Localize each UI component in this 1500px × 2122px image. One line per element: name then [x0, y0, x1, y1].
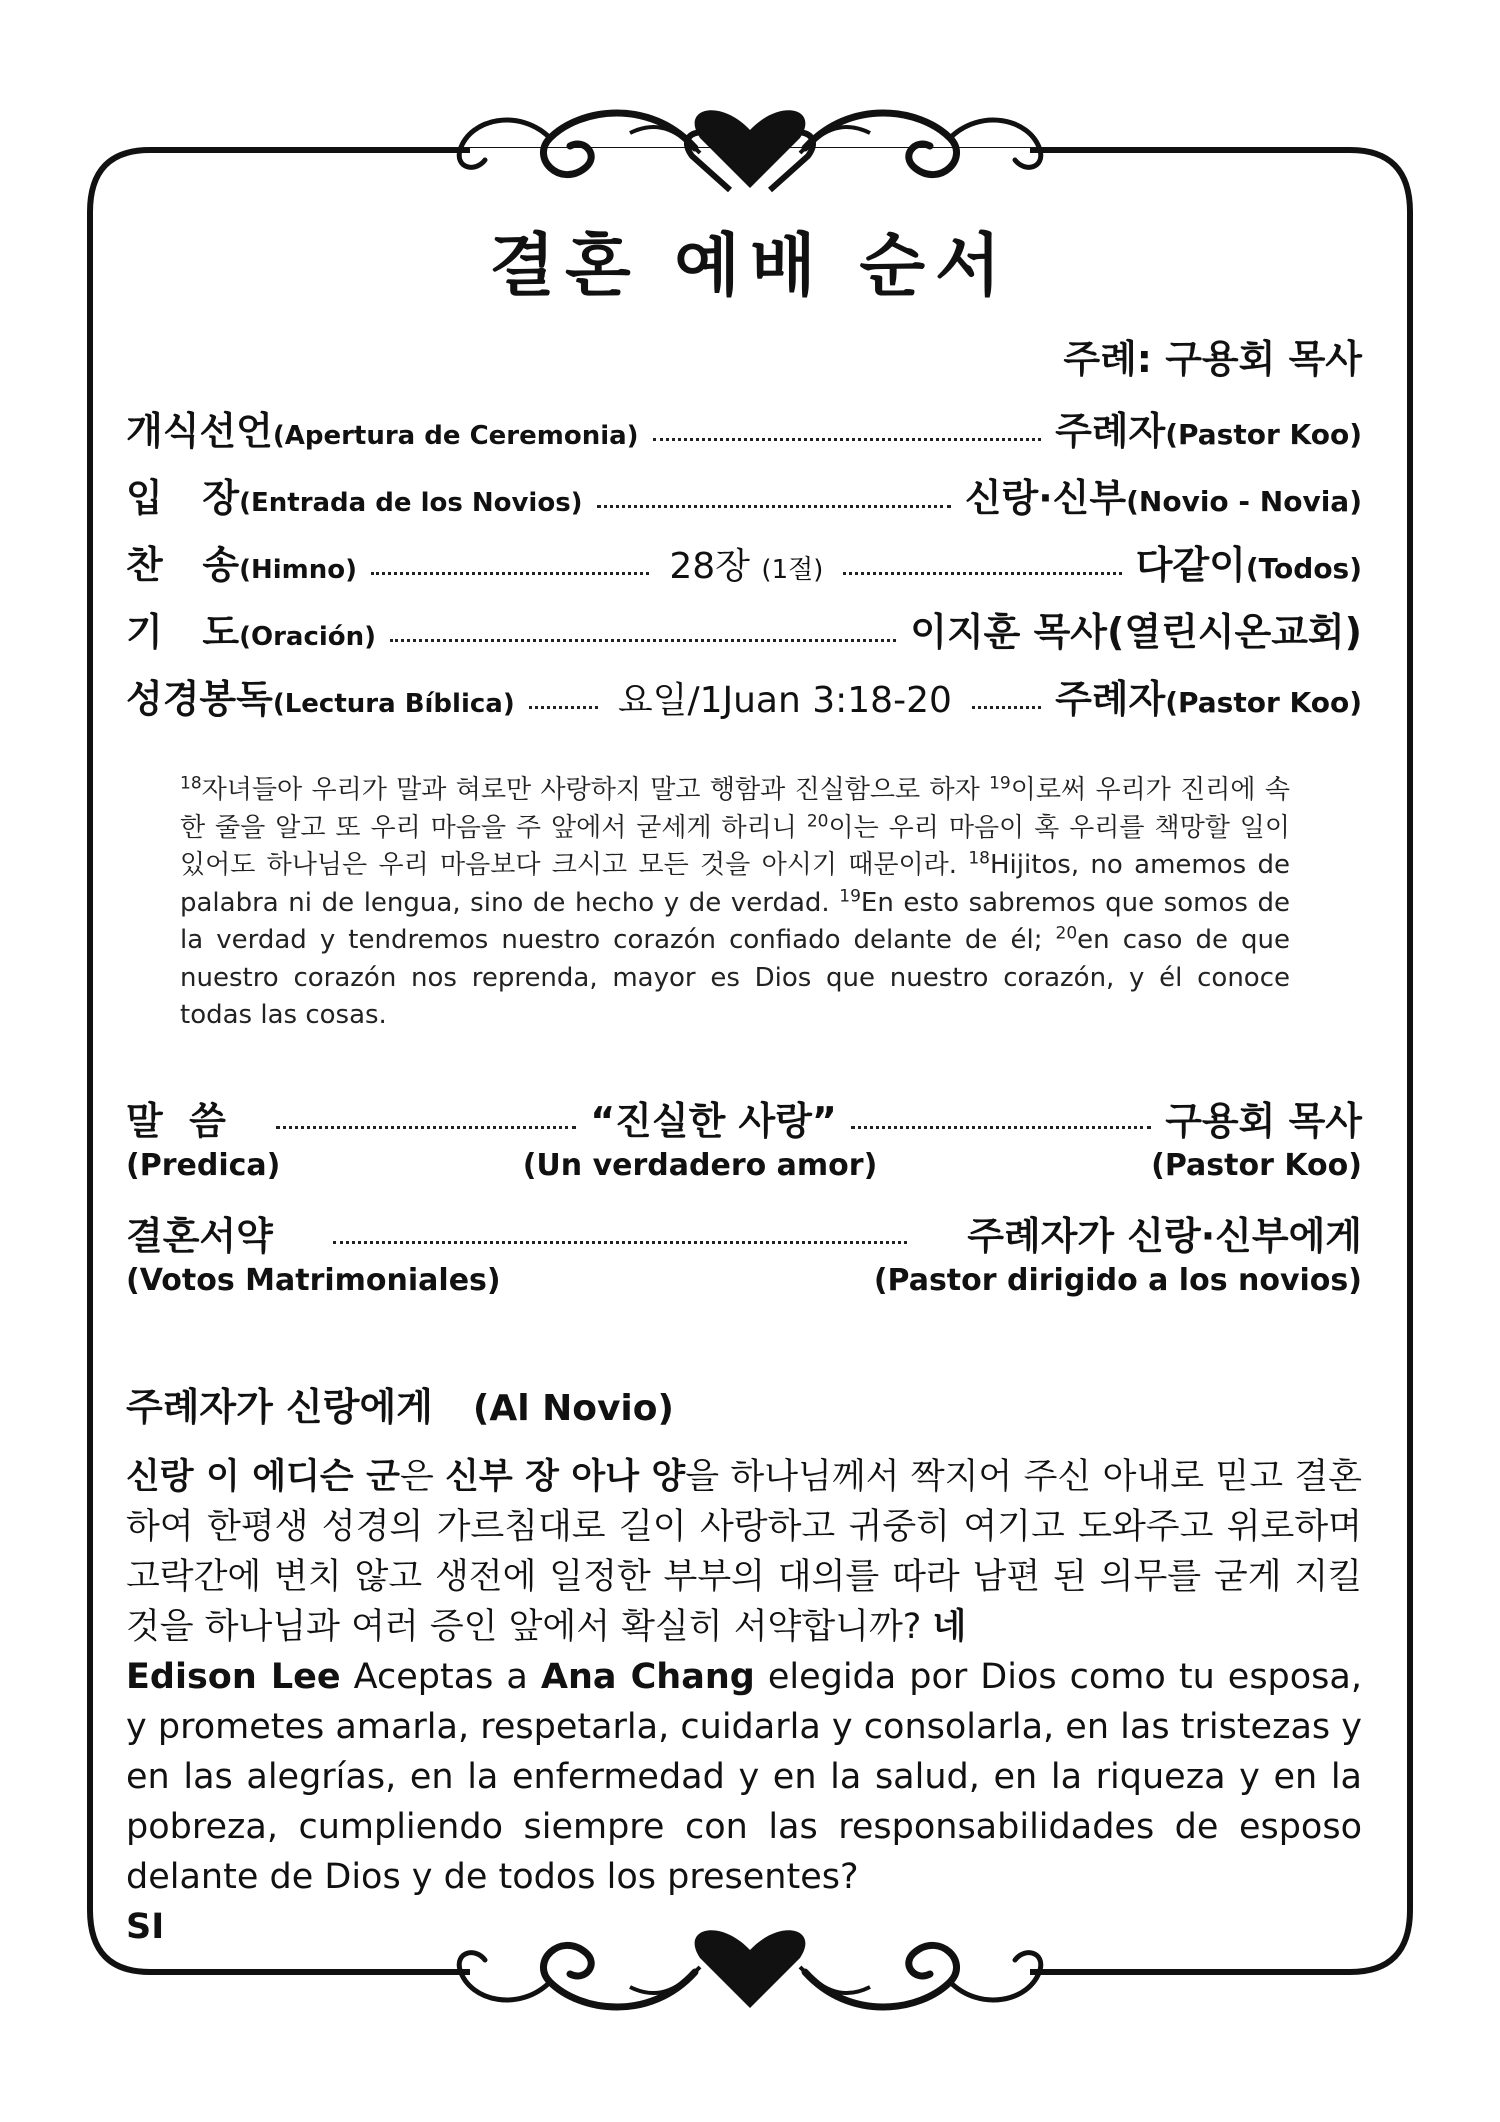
item-spanish: (Lectura Bíblica)	[272, 689, 515, 719]
sermon-title: “진실한 사랑”	[590, 1099, 837, 1143]
dot-leader	[972, 706, 1041, 709]
sermon-spanish: (Predica)	[126, 1148, 281, 1183]
groom-vow-heading: 주례자가 신랑에게 (Al Novio)	[126, 1385, 674, 1429]
item-korean: 결혼서약	[126, 1214, 273, 1258]
order-item-entrance	[126, 467, 1362, 525]
item-responsible: 신랑·신부(Novio - Novia)	[964, 476, 1362, 520]
dot-leader	[653, 438, 1042, 441]
dot-leader	[371, 572, 649, 575]
item-korean: 말 씀	[126, 1099, 226, 1143]
order-item-hymn	[126, 534, 1362, 592]
item-korean: 성경봉독	[126, 677, 273, 721]
item-korean: 입 장	[126, 476, 240, 520]
order-item-sermon	[126, 1090, 1362, 1145]
dot-leader	[390, 639, 896, 642]
dot-leader	[597, 505, 951, 508]
sermon-speaker: 구용회 목사	[1165, 1099, 1362, 1143]
page-title: 결혼 예배 순서	[489, 227, 1011, 306]
scripture-text: $^{18}$자녀들아 우리가 말과 혀로만 사랑하지 말고 행함과 진실함으로 하자 $^{19}$이로써 우리가 진리에 속한 줄을 알고 또 우리 마음을 주 앞에서 굳세게 하리니 $^{20}$이는 우리 마음이 혹 우리를 책망할 일이 있어도 하나님은 우리 마음보다 크시고 모든 것을 아시기 때문이라. $^{18}$Hijitos, no amemos de palabra ni de lengua, sino de hecho y de verdad. $^{19}$En esto sabremos que somos de la verdad y tendremos nuestro corazón confiado delante de él; $^{20}$en caso de que nuestro corazón nos reprenda, mayor es Dios que nuestro corazón, y él conoce todas las cosas.	[180, 773, 1290, 1030]
order-item-vows	[126, 1205, 1362, 1260]
item-spanish: (Himno)	[239, 555, 358, 585]
vows-responsible: 주례자가 신랑·신부에게	[967, 1214, 1362, 1258]
officiant-line: 주례: 구용회 목사	[1063, 337, 1362, 381]
scripture-reference: 요일/1Juan 3:18-20	[617, 680, 952, 721]
dot-leader	[529, 706, 598, 709]
item-responsible: 주례자(Pastor Koo)	[1055, 409, 1362, 453]
vows-spanish: (Votos Matrimoniales)	[126, 1263, 501, 1298]
vows-responsible-spanish: (Pastor dirigido a los novios)	[873, 1263, 1362, 1298]
item-responsible: 주례자(Pastor Koo)	[1055, 677, 1362, 721]
item-responsible: 다같이(Todos)	[1135, 543, 1363, 587]
sermon-speaker-spanish: (Pastor Koo)	[1151, 1148, 1362, 1183]
item-korean: 개식선언	[126, 409, 273, 453]
groom-vow-text: 신랑 이 에디슨 군은 신부 장 아나 양을 하나님께서 짝지어 주신 아내로 믿고 결혼하여 한평생 성경의 가르침대로 길이 사랑하고 귀중히 여기고 도와주고 위로하며 고락간에 변치 않고 생전에 일정한 부부의 대의를 따라 남편 된 의무를 굳게 지킬 것을 하나님과 여러 증인 앞에서 확실히 서약합니까? 네 Edison Lee Aceptas a Ana Chang elegida por Dios como tu esposa, y prometes amarla, respetarla, cuidarla y consolarla, en las tristezas y en las alegrías, en la enfermedad y en la salud, en la riqueza y en la pobreza, cumpliendo siempre con las responsabilidades de esposo delante de Dios y de todos los presentes? SI	[126, 1457, 1362, 1947]
dot-leader	[333, 1241, 907, 1244]
item-korean: 기 도	[126, 610, 240, 654]
item-korean: 찬 송	[126, 543, 240, 587]
top-heart-ornament	[430, 78, 1070, 208]
dot-leader	[843, 572, 1121, 575]
item-spanish: (Entrada de los Novios)	[239, 488, 583, 518]
order-item-prayer	[126, 601, 1362, 659]
order-item-opening	[126, 400, 1362, 458]
order-item-scripture	[126, 668, 1362, 726]
sermon-title-spanish: (Un verdadero amor)	[522, 1148, 878, 1183]
item-responsible: 이지훈 목사(열린시온교회)	[910, 610, 1362, 654]
item-spanish: (Apertura de Ceremonia)	[272, 421, 639, 451]
hymn-number: 28장 (1절)	[669, 546, 824, 587]
dot-leader	[851, 1126, 1151, 1129]
dot-leader	[276, 1126, 576, 1129]
item-spanish: (Oración)	[239, 622, 377, 652]
